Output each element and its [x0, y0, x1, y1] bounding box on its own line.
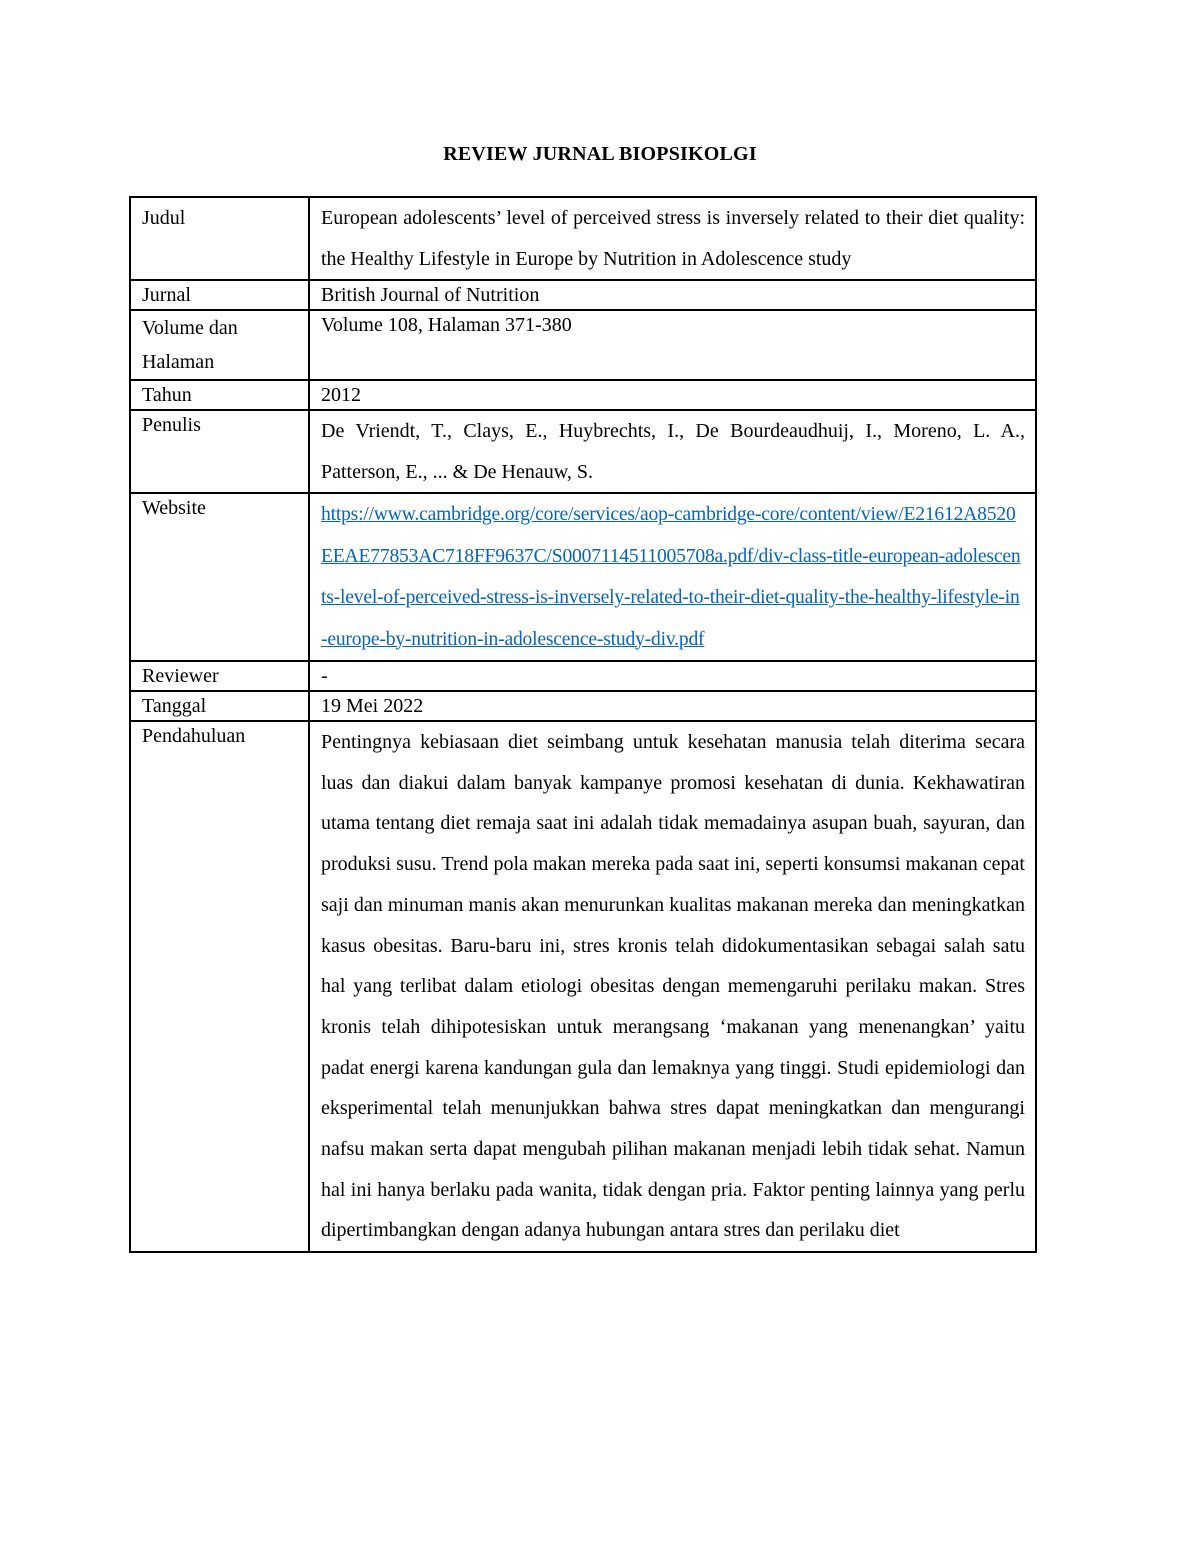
value-volume: Volume 108, Halaman 371-380 — [309, 310, 1036, 380]
value-tanggal: 19 Mei 2022 — [309, 691, 1036, 721]
row-penulis — [130, 410, 1036, 493]
page-title: REVIEW JURNAL BIOPSIKOLGI — [443, 143, 757, 165]
label-judul: Judul — [130, 197, 309, 280]
row-reviewer — [130, 661, 1036, 691]
value-website — [309, 493, 1036, 661]
value-judul: European adolescents’ level of perceived stress is inversely related to their diet quality: the Healthy Lifestyle in Europe by Nutrition in Adolescence study — [309, 197, 1036, 280]
label-tahun: Tahun — [130, 380, 309, 410]
label-tanggal: Tanggal — [130, 691, 309, 721]
label-jurnal: Jurnal — [130, 280, 309, 310]
review-table — [129, 196, 1037, 1253]
value-jurnal: British Journal of Nutrition — [309, 280, 1036, 310]
value-tahun: 2012 — [309, 380, 1036, 410]
label-pendahuluan: Pendahuluan — [130, 721, 309, 1252]
row-jurnal — [130, 280, 1036, 310]
value-reviewer: - — [309, 661, 1036, 691]
label-penulis: Penulis — [130, 410, 309, 493]
row-judul — [130, 197, 1036, 280]
label-reviewer: Reviewer — [130, 661, 309, 691]
value-penulis — [309, 410, 1036, 493]
label-website: Website — [130, 493, 309, 661]
row-volume — [130, 310, 1036, 380]
row-tanggal — [130, 691, 1036, 721]
label-volume: Volume dan Halaman — [130, 310, 309, 380]
row-tahun — [130, 380, 1036, 410]
penulis-text: De Vriendt, T., Clays, E., Huybrechts, I., De Bourdeaudhuij, I., Moreno, L. A., Patterson, E., ... & De Henauw, S. — [321, 420, 1025, 483]
website-link[interactable]: https://www.cambridge.org/core/services/aop-cambridge-core/content/view/E21612A8520EEAE77853AC718FF9637C/S0007114511005708a.pdf/div-class-title-european-adolescents-level-of-perceived-stress-is-inversely-related-to-their-diet-quality-the-healthy-lifestyle-in-europe-by-nutrition-in-adolescence-study-div.pdf — [321, 504, 1021, 650]
row-pendahuluan — [130, 721, 1036, 1252]
row-website — [130, 493, 1036, 661]
value-pendahuluan: Pentingnya kebiasaan diet seimbang untuk kesehatan manusia telah diterima secara luas dan diakui dalam banyak kampanye promosi kesehatan di dunia. Kekhawatiran utama tentang diet remaja saat ini adalah tidak memadainya asupan buah, sayuran, dan produksi susu. Trend pola makan mereka pada saat ini, seperti konsumsi makanan cepat saji dan minuman manis akan menurunkan kualitas makanan mereka dan meningkatkan kasus obesitas. Baru-baru ini, stres kronis telah didokumentasikan sebagai salah satu hal yang terlibat dalam etiologi obesitas dengan memengaruhi perilaku makan. Stres kronis telah dihipotesiskan untuk merangsang ‘makanan yang menenangkan’ yaitu padat energi karena kandungan gula dan lemaknya yang tinggi. Studi epidemiologi dan eksperimental telah menunjukkan bahwa stres dapat meningkatkan dan mengurangi nafsu makan serta dapat mengubah pilihan makanan menjadi lebih tidak sehat. Namun hal ini hanya berlaku pada wanita, tidak dengan pria. Faktor penting lainnya yang perlu dipertimbangkan dengan adanya hubungan antara stres dan perilaku diet — [309, 721, 1036, 1252]
